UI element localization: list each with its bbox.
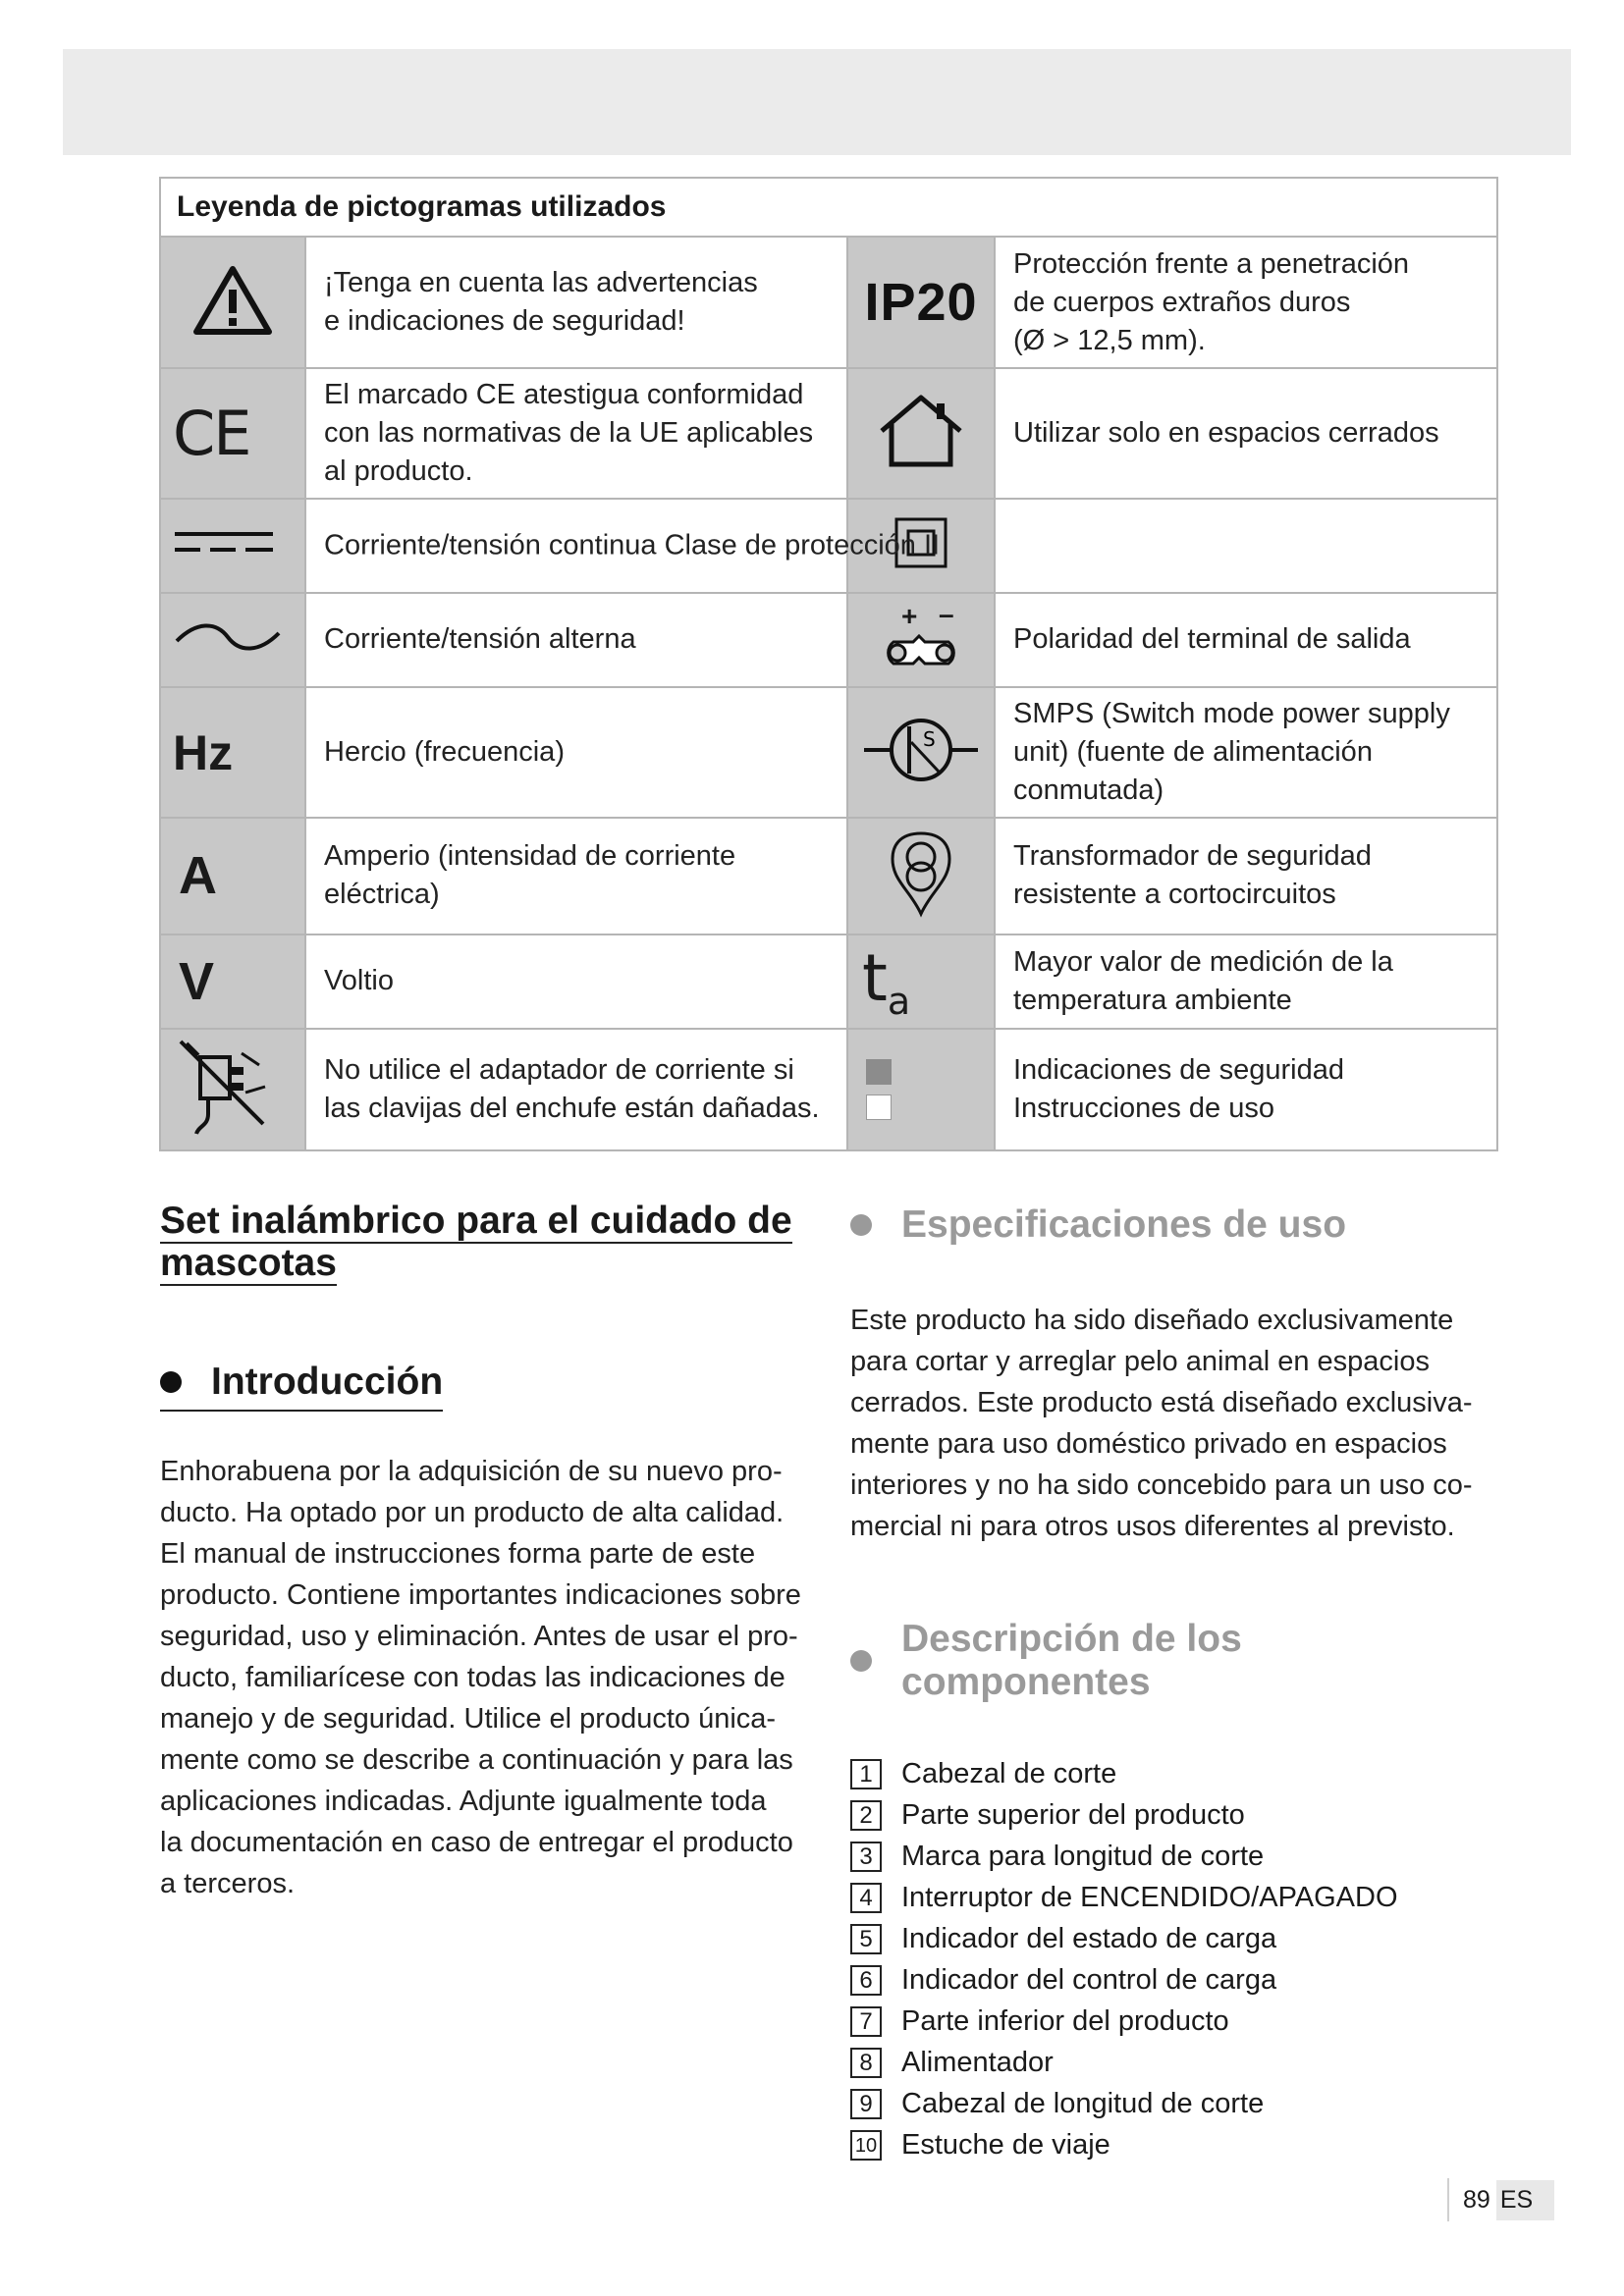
house-icon (847, 368, 995, 498)
legend-dc-cell (305, 499, 941, 593)
spec-heading-text: Especificaciones de uso (901, 1203, 1347, 1246)
bullet-icon (850, 1650, 872, 1672)
legend-text-ip20: Protección frente a penetración de cuerpos extraños duros (Ø > 12,5 mm). (995, 237, 1497, 368)
header-band (63, 49, 1571, 155)
list-item: 4 Interruptor de ENCENDIDO/APAGADO (850, 1877, 1498, 1918)
bullet-icon (160, 1371, 182, 1393)
spec-body: Este producto ha sido diseñado exclusivamente para cortar y arreglar pelo animal en espacios cerrados. Este producto está diseñado exclusiva- mente para uso doméstico privado en espacios interiores y no ha sido concebido para un uso co- mercial ni para otros usos diferentes al previsto. (850, 1305, 1473, 1542)
polarity-plus: + (901, 600, 918, 631)
ce-mark-icon (160, 368, 305, 498)
spec-heading (850, 1200, 1498, 1251)
components-heading-text: Descripción de los componentes (901, 1618, 1242, 1703)
list-item: 1 Cabezal de corte (850, 1753, 1498, 1794)
ip20-icon (847, 237, 995, 368)
list-item: 3 Marca para longitud de corte (850, 1836, 1498, 1877)
polarity-minus: – (939, 598, 954, 629)
language-code: ES (1496, 2180, 1554, 2220)
list-item: 10 Estuche de viaje (850, 2124, 1498, 2165)
components-list (850, 1753, 1498, 2165)
list-item: 9 Cabezal de longitud de corte (850, 2083, 1498, 2124)
legend-text-ac: Corriente/tensión alterna (305, 593, 847, 687)
a-label: A (179, 846, 217, 906)
ampere-symbol (160, 818, 305, 934)
legend-text-volt: Voltio (305, 934, 847, 1029)
polarity-icon (847, 593, 995, 687)
ambient-temperature-icon (847, 934, 995, 1029)
legend-empty-cell (995, 499, 1497, 593)
legend-text-temperature: Mayor valor de medición de la temperatura ambiente (995, 934, 1497, 1029)
legend-text-indoor: Utilizar solo en espacios cerrados (995, 368, 1497, 498)
ta-a: a (887, 979, 911, 1023)
v-label: V (179, 951, 215, 1011)
list-item: 8 Alimentador (850, 2042, 1498, 2083)
safety-transformer-icon (847, 818, 995, 934)
legend-text-ce: El marcado CE atestigua conformidad con las normativas de la UE aplicables al producto. (305, 368, 847, 498)
list-item: 5 Indicador del estado de carga (850, 1918, 1498, 1959)
smps-icon (847, 687, 995, 818)
intro-body: Enhorabuena por la adquisición de su nuevo pro- ducto. Ha optado por un producto de alta calidad. El manual de instrucciones forma parte de este producto. Contiene importantes indicaciones sobre seguridad, uso y eliminación. Antes de usar el pro- ducto, familiarícese con todas las indicaciones de manejo y de seguridad. Utilice el producto única- mente como se describe a continuación y para las aplicaciones indicadas. Adjunte igualmente toda la documentación en caso de entregar el producto a terceros. (160, 1456, 801, 1899)
damaged-plug-icon (160, 1029, 305, 1150)
legend-text-ampere: Amperio (intensidad de corriente eléctrica) (305, 818, 847, 934)
page-number: 89 (1463, 2185, 1490, 2214)
ta-t: t (862, 939, 888, 1016)
ce-label: CE (173, 398, 250, 469)
legend-text-dc: Corriente/tensión continua Clase de protección II (324, 529, 941, 561)
list-item: 2 Parte superior del producto (850, 1794, 1498, 1836)
list-item: 6 Indicador del control de carga (850, 1959, 1498, 2001)
ac-current-icon (160, 593, 305, 687)
hz-label: Hz (173, 724, 234, 780)
intro-heading-text: Introducción (211, 1361, 444, 1403)
list-item: 7 Parte inferior del producto (850, 2001, 1498, 2042)
instructions-icon (847, 1029, 995, 1150)
volt-symbol (160, 934, 305, 1029)
legend-text-transformer: Transformador de seguridad resistente a cortocircuitos (995, 818, 1497, 934)
intro-heading (160, 1361, 443, 1412)
components-heading (850, 1618, 1498, 1704)
page-footer (1447, 2178, 1554, 2221)
legend-text-warning: ¡Tenga en cuenta las advertencias e indicaciones de seguridad! (305, 237, 847, 368)
smps-s-label: S (923, 727, 936, 752)
pictogram-legend-table (159, 177, 1498, 1151)
main-title: Set inalámbrico para el cuidado de mascotas (160, 1200, 792, 1284)
legend-text-damaged-plug: No utilice el adaptador de corriente si las clavijas del enchufe están dañadas. (305, 1029, 847, 1150)
warning-icon (160, 237, 305, 368)
hertz-symbol (160, 687, 305, 818)
legend-text-polarity: Polaridad del terminal de salida (995, 593, 1497, 687)
legend-title: Leyenda de pictogramas utilizados (160, 178, 1497, 237)
ip20-label: IP20 (864, 273, 978, 333)
dc-current-icon (160, 499, 305, 593)
legend-text-instructions: Indicaciones de seguridad Instrucciones de uso (995, 1029, 1497, 1150)
legend-text-smps: SMPS (Switch mode power supply unit) (fuente de alimentación conmutada) (995, 687, 1497, 818)
legend-text-hertz: Hercio (frecuencia) (305, 687, 847, 818)
bullet-icon (850, 1214, 872, 1236)
